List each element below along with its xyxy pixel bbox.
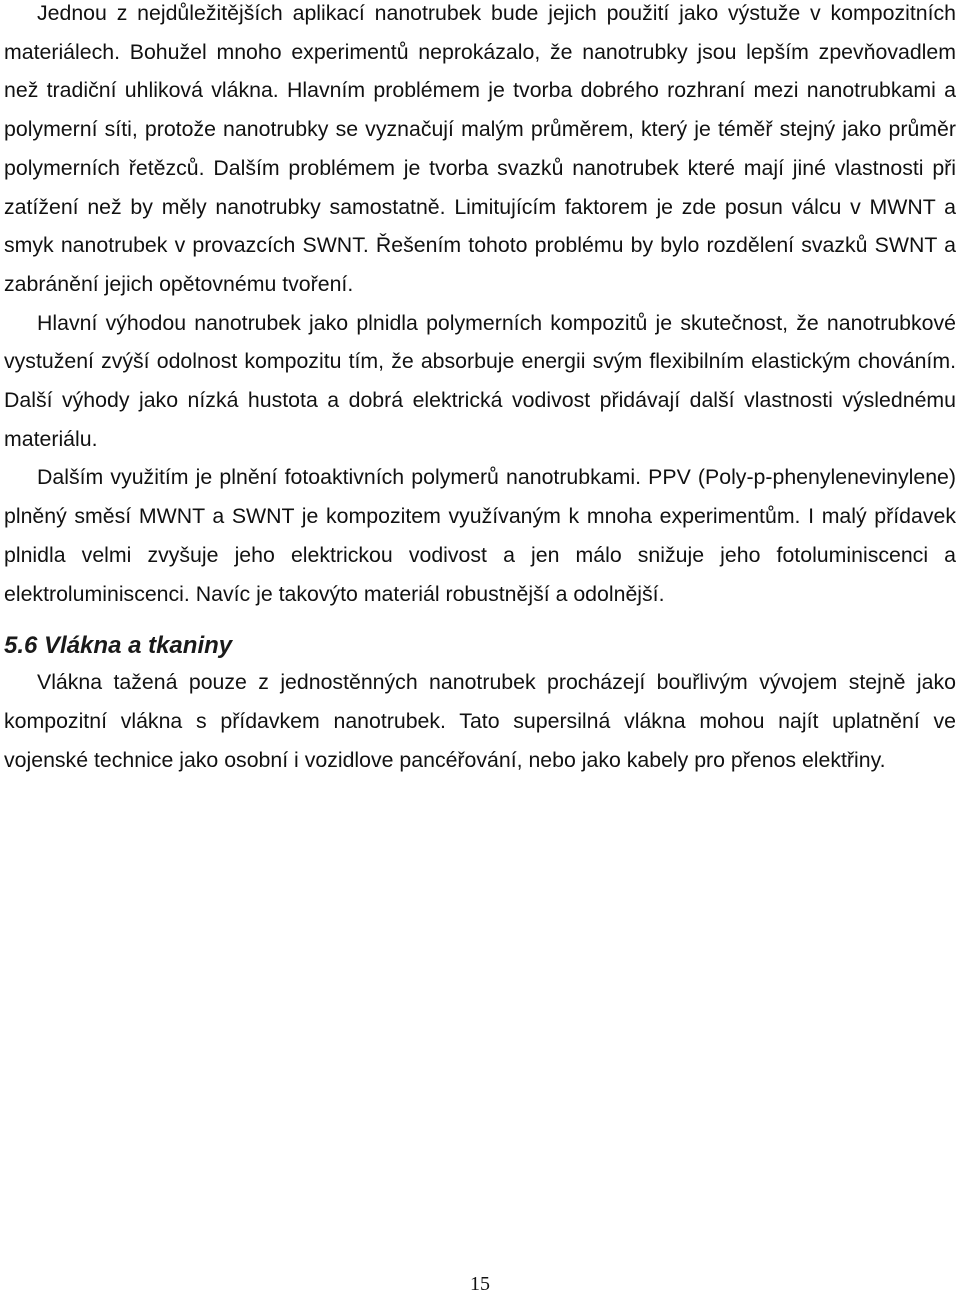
page-number: 15 — [470, 1273, 490, 1295]
paragraph-composites: Jednou z nejdůležitějších aplikací nanotrubek bude jejich použití jako výstuže v kompozitních materiálech. Bohužel mnoho experimentů neprokázalo, že nanotrubky jsou lepším zpevňovadlem než tradiční uhliková vlákna. Hlavním problémem je tvorba dobrého rozhraní mezi nanotrubkami a polymerní síti, protože nanotrubky se vyznačují malým průměrem, který je téměř stejný jako průměr polymerních řetězců. Dalším problémem je tvorba svazků nanotrubek které mají jiné vlastnosti při zatížení než by měly nanotrubky samostatně. Limitujícím faktorem je zde posun válcu v MWNT a smyk nanotrubek v provazcích SWNT. Řešením tohoto problému by bylo rozdělení svazků SWNT a zabránění jejich opětovnému tvoření. — [4, 1, 956, 296]
paragraph-advantages: Hlavní výhodou nanotrubek jako plnidla polymerních kompozitů je skutečnost, že nanotrubkové vystužení zvýší odolnost kompozitu tím, že absorbuje energii svým flexibilním elastickým chováním. Další výhody jako nízká hustota a dobrá elektrická vodivost přidávají další vlastnosti výslednému materiálu. — [4, 310, 956, 451]
document-body — [4, 0, 956, 779]
paragraph-fibers: Vlákna tažená pouze z jednostěnných nanotrubek procházejí bouřlivým vývojem stejně jako kompozitní vlákna s přídavkem nanotrubek. Tato supersilná vlákna mohou najít uplatnění ve vojenské technice jako osobní i vozidlove pancéřování, nebo jako kabely pro přenos elektřiny. — [4, 670, 956, 772]
paragraph-photoactive-polymers: Dalším využitím je plnění fotoaktivních polymerů nanotrubkami. PPV (Poly-p-phenylenevinylene) plněný směsí MWNT a SWNT je kompozitem využívaným k mnoha experimentům. I malý přídavek plnidla velmi zvyšuje jeho elektrickou vodivost a jen málo snižuje jeho fotoluminiscenci a elektroluminiscenci. Navíc je takovýto materiál robustnější a odolnější. — [4, 465, 956, 606]
section-heading: 5.6 Vlákna a tkaniny — [4, 632, 233, 660]
